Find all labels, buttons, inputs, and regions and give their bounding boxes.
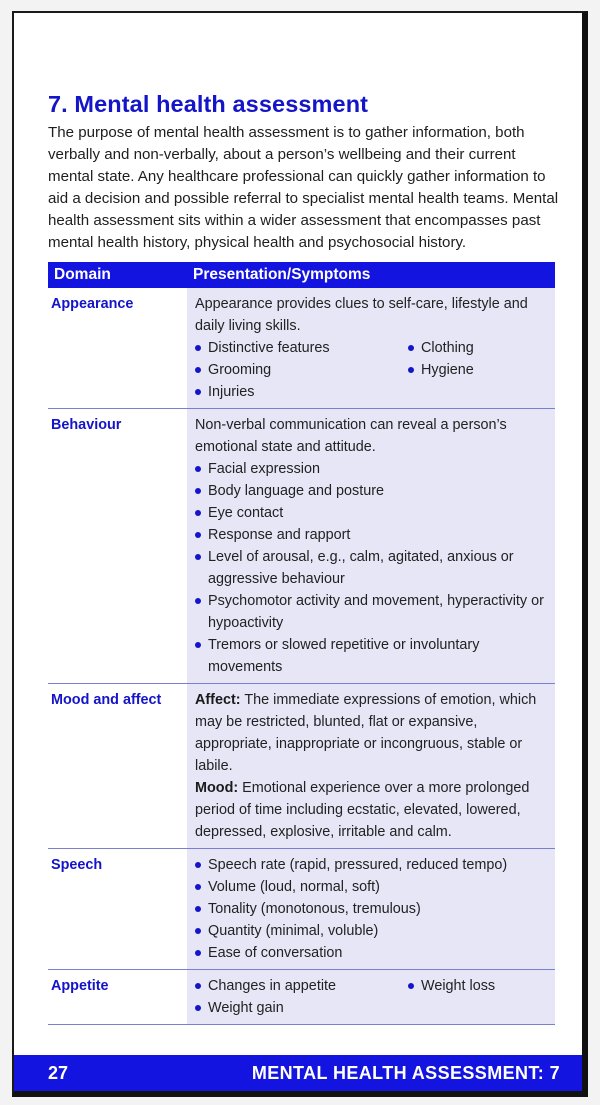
list-item: Hygiene — [408, 359, 549, 381]
intro-paragraph: The purpose of mental health assessment is to gather information, both verbally and non-verbally, about a person’s wellbeing and their current mental state. Any healthcare professional can quickly gather information to aid a decision and possible referral to specialist mental health teams. Mental health assessment sits within a wider assessment that encompasses past mental health history, physical health and psychosocial history. — [48, 124, 559, 251]
behaviour-bullets — [195, 458, 549, 678]
speech-bullets — [195, 854, 549, 964]
header-domain: Domain — [48, 262, 187, 288]
appearance-description: Appearance provides clues to self-care, lifestyle and daily living skills. — [195, 296, 528, 334]
domain-appetite: Appetite — [48, 970, 187, 1025]
table-row — [48, 849, 555, 970]
list-item: Speech rate (rapid, pressured, reduced tempo) — [195, 854, 549, 876]
appearance-bullets-right — [408, 337, 549, 403]
presentation-appearance — [187, 288, 555, 409]
mood-label: Mood: — [195, 780, 239, 796]
table-row — [48, 970, 555, 1025]
presentation-behaviour — [187, 409, 555, 684]
list-item: Ease of conversation — [195, 942, 549, 964]
presentation-mood-affect — [187, 684, 555, 849]
list-item: Eye contact — [195, 502, 549, 524]
list-item: Clothing — [408, 337, 549, 359]
presentation-speech — [187, 849, 555, 970]
table-row — [48, 684, 555, 849]
page-footer — [14, 1055, 582, 1093]
page-title: 7. Mental health assessment — [48, 91, 369, 117]
appetite-bullet-columns — [195, 975, 549, 1019]
list-item: Injuries — [195, 381, 408, 403]
list-item: Psychomotor activity and movement, hyperactivity or hypoactivity — [195, 590, 549, 634]
behaviour-description: Non-verbal communication can reveal a person’s emotional state and attitude. — [195, 417, 507, 455]
domain-speech: Speech — [48, 849, 187, 970]
list-item: Volume (loud, normal, soft) — [195, 876, 549, 898]
table-row — [48, 288, 555, 409]
list-item: Quantity (minimal, voluble) — [195, 920, 549, 942]
mood-paragraph — [195, 777, 549, 843]
appetite-bullets-right — [408, 975, 549, 1019]
domain-appearance: Appearance — [48, 288, 187, 409]
appearance-bullets-left — [195, 337, 408, 403]
domain-mood-affect: Mood and affect — [48, 684, 187, 849]
assessment-table — [48, 262, 555, 1025]
domain-behaviour: Behaviour — [48, 409, 187, 684]
page — [12, 11, 588, 1097]
page-number: 27 — [48, 1063, 69, 1083]
mood-text: Emotional experience over a more prolonged period of time including ecstatic, elevated, lowered, depressed, explosive, irritable and calm. — [195, 780, 530, 840]
list-item: Grooming — [195, 359, 408, 381]
presentation-appetite — [187, 970, 555, 1025]
table-row — [48, 409, 555, 684]
list-item: Weight loss — [408, 975, 549, 997]
appetite-bullets-left — [195, 975, 408, 1019]
footer-title: MENTAL HEALTH ASSESSMENT: 7 — [251, 1063, 560, 1083]
list-item: Level of arousal, e.g., calm, agitated, anxious or aggressive behaviour — [195, 546, 549, 590]
affect-label: Affect: — [195, 692, 241, 708]
list-item: Tonality (monotonous, tremulous) — [195, 898, 549, 920]
list-item: Response and rapport — [195, 524, 549, 546]
table-header-row — [48, 262, 555, 288]
content — [48, 90, 568, 1025]
list-item: Facial expression — [195, 458, 549, 480]
list-item: Weight gain — [195, 997, 408, 1019]
appearance-bullet-columns — [195, 337, 549, 403]
header-presentation: Presentation/Symptoms — [187, 262, 555, 288]
list-item: Changes in appetite — [195, 975, 408, 997]
list-item: Distinctive features — [195, 337, 408, 359]
affect-paragraph — [195, 689, 549, 777]
list-item: Body language and posture — [195, 480, 549, 502]
affect-text: The immediate expressions of emotion, which may be restricted, blunted, flat or expansive, appropriate, inappropriate or incongruous, stable or labile. — [195, 692, 537, 774]
list-item: Tremors or slowed repetitive or involuntary movements — [195, 634, 549, 678]
